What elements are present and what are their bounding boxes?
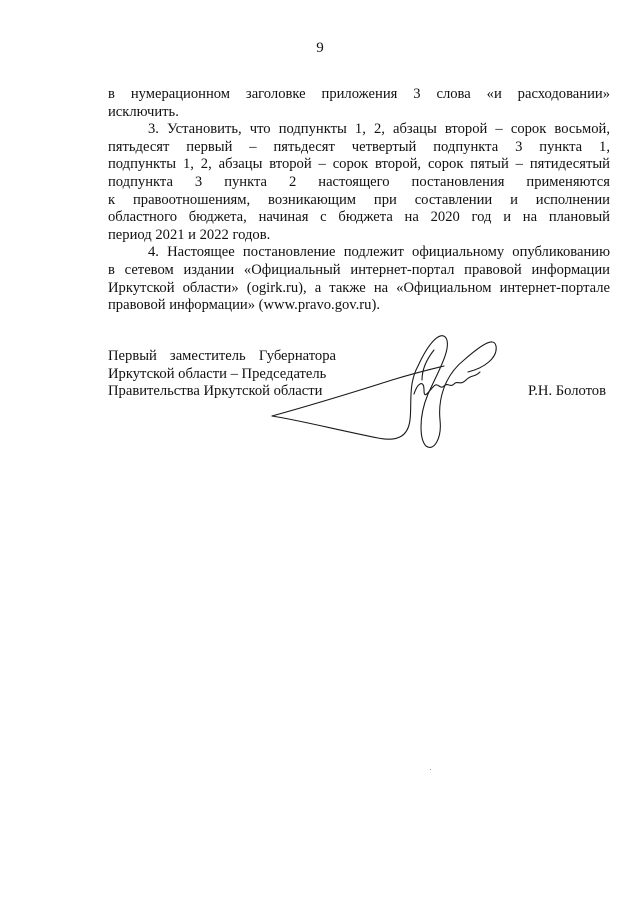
scan-speck: [430, 769, 431, 770]
body-text: [108, 86, 610, 315]
paragraph-line: подпункты 1, 2, абзацы второй – сорок второй, сорок пятый – пятидесятый: [108, 156, 610, 173]
paragraph-line: исключить.: [108, 103, 179, 120]
paragraph-line: в сетевом издании «Официальный интернет-портал правовой информации: [108, 261, 610, 278]
paragraph-line: Иркутской области» (ogirk.ru), а также на «Официальном интернет-портале: [108, 279, 610, 296]
position-line: Первый заместитель Губернатора: [108, 348, 336, 364]
page-number: 9: [316, 40, 324, 56]
position-line: Правительства Иркутской области: [108, 383, 323, 400]
paragraph-line: к правоотношениям, возникающим при составлении и исполнении: [108, 191, 610, 208]
paragraph-line: областного бюджета, начиная с бюджета на 2020 год и на плановый: [108, 209, 610, 226]
paragraph-line: пятьдесят первый – пятьдесят четвертый подпункта 3 пункта 1,: [108, 138, 610, 155]
position-line: Иркутской области – Председатель: [108, 365, 327, 382]
signer-name: Р.Н. Болотов: [527, 383, 606, 400]
paragraph-line: 4. Настоящее постановление подлежит официальному опубликованию: [148, 244, 610, 261]
paragraph-line: правовой информации» (www.pravo.gov.ru).: [108, 297, 380, 314]
paragraph-line: 3. Установить, что подпункты 1, 2, абзацы второй – сорок восьмой,: [148, 121, 610, 138]
paragraph-line: в нумерационном заголовке приложения 3 слова «и расходовании»: [108, 86, 610, 102]
paragraph-line: период 2021 и 2022 годов.: [108, 226, 271, 243]
paragraph-line: подпункта 3 пункта 2 настоящего постановления применяются: [108, 173, 610, 190]
handwritten-signature: [268, 320, 508, 460]
